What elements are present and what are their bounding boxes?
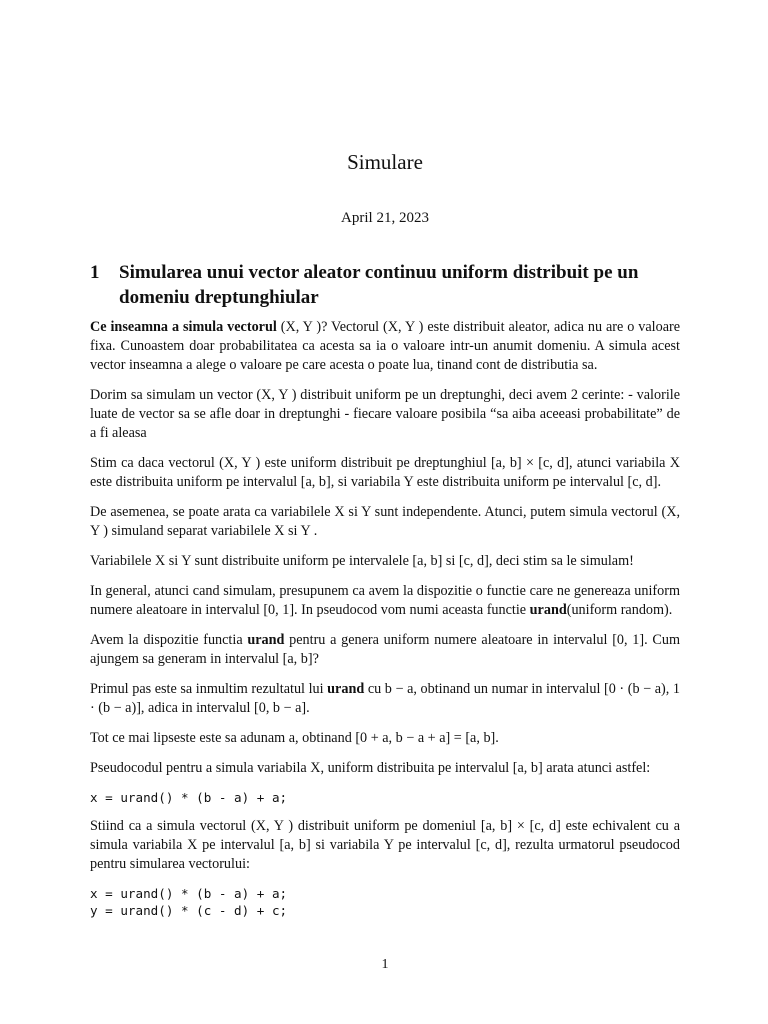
paragraph: Variabilele X si Y sunt distribuite uniform pe intervalele [a, b] si [c, d], deci stim sa le simulam!: [90, 553, 634, 569]
code-block: x = urand() * (b - a) + a;: [90, 790, 288, 805]
section-number: 1: [90, 262, 100, 283]
paragraph-text: cu b − a, obtinand un numar in intervalul [0 · (b − a), 1 · (b − a)], adica in intervalul [0, b − a].: [90, 681, 680, 716]
paragraph: [90, 680, 680, 718]
paragraph-bold-lead: Ce inseamna a simula vectorul: [90, 319, 277, 335]
paragraph: [90, 582, 680, 620]
document-date: April 21, 2023: [341, 210, 429, 226]
paragraph-text: Vectorul (X, Y ) este distribuit aleator, adica nu are o valoare fixa. Cunoastem doar probabilitatea ca acesta sa ia o valoare intr-un anumit domeniu. A simula acest vector inseamna a alege o valoare pe care acesta o poate lua, tinand cont de distributia sa.: [90, 319, 681, 373]
paragraph-text: (uniform random).: [566, 602, 673, 618]
paragraph: Dorim sa simulam un vector (X, Y ) distribuit uniform pe un dreptunghi, deci avem 2 cerinte: - valorile luate de vector sa se afle doar in dreptunghi - fiecare valoare posibila “sa aiba aceeasi probabilitate” de a fi aleasa: [90, 387, 680, 441]
function-name: urand: [327, 681, 365, 697]
section-title: Simularea unui vector aleator continuu uniform distribuit pe un domeniu dreptunghiular: [119, 262, 639, 308]
function-name: urand: [247, 632, 285, 648]
paragraph: [90, 631, 680, 669]
function-name: urand: [529, 602, 567, 618]
paragraph-vector: (X, Y )?: [280, 319, 328, 335]
paragraph: Stim ca daca vectorul (X, Y ) este uniform distribuit pe dreptunghiul [a, b] × [c, d], atunci variabila X este distribuita uniform pe intervalul [a, b], si variabila Y este distribuita uniform pe intervalul [c, d].: [90, 455, 680, 490]
document-body: [90, 318, 680, 930]
document-title: Simulare: [347, 150, 423, 174]
paragraph: De asemenea, se poate arata ca variabilele X si Y sunt independente. Atunci, putem simula vectorul (X, Y ) simuland separat variabilele X si Y .: [90, 504, 680, 539]
paragraph-text: In general, atunci cand simulam, presupunem ca avem la dispozitie o functie care ne genereaza uniform numere aleatoare in intervalul [0, 1]. In pseudocod vom numi aceasta functie: [90, 583, 680, 618]
paragraph: Pseudocodul pentru a simula variabila X, uniform distribuita pe intervalul [a, b] arata atunci astfel:: [90, 760, 651, 776]
page-number: 1: [381, 957, 389, 972]
code-block: x = urand() * (b - a) + a; y = urand() * (c - d) + c;: [90, 886, 288, 918]
paragraph-text: Primul pas este sa inmultim rezultatul lui: [90, 681, 328, 697]
paragraph-text: pentru a genera uniform numere aleatoare in intervalul [0, 1]. Cum ajungem sa generam in intervalul [a, b]?: [90, 632, 680, 667]
document-page: [90, 0, 680, 1024]
paragraph: Tot ce mai lipseste este sa adunam a, obtinand [0 + a, b − a + a] = [a, b].: [90, 730, 499, 746]
section-heading: [90, 260, 680, 310]
paragraph: Stiind ca a simula vectorul (X, Y ) distribuit uniform pe domeniul [a, b] × [c, d] este echivalent cu a simula variabila X pe intervalul [a, b] si variabila Y pe intervalul [c, d], rezulta urmatorul pseudocod pentru simularea vectorului:: [90, 818, 680, 872]
paragraph-text: Avem la dispozitie functia: [90, 632, 248, 648]
paragraph: [90, 318, 680, 375]
